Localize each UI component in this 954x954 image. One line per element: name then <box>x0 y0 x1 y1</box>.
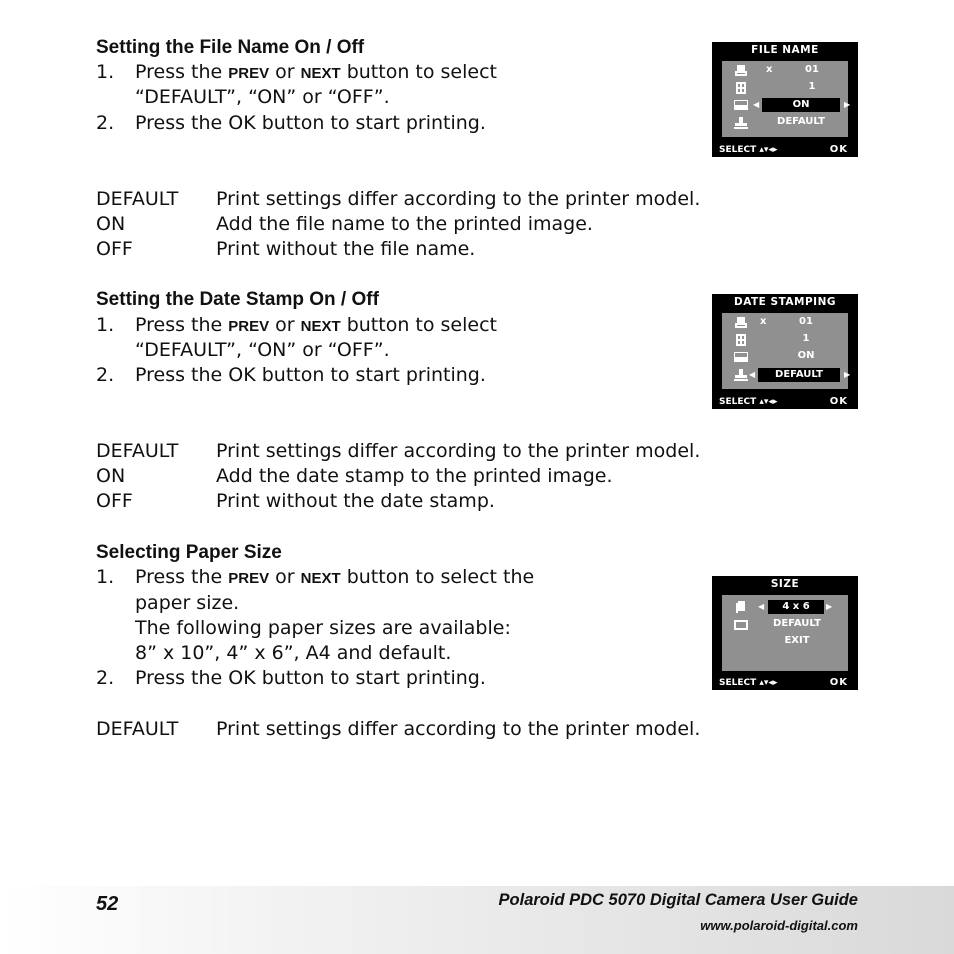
step-1-continued: paper size. <box>135 592 240 614</box>
index-grid-icon <box>734 334 748 346</box>
select-hint: SELECT ▴▾◂▸ <box>719 678 778 688</box>
section-title-date-stamp: Setting the Date Stamp On / Off <box>96 289 379 310</box>
selected-option: ON <box>762 98 840 112</box>
ok-label: OK <box>829 144 848 155</box>
step-1-continued: “DEFAULT”, “ON” or “OFF”. <box>135 86 390 108</box>
prev-keyword: PREV <box>228 318 270 335</box>
right-arrow-icon: ▶ <box>844 370 851 379</box>
ok-label: OK <box>829 677 848 688</box>
camera-screen-date-stamping: DATE STAMPING x 01 1 ON ◀ DEFAULT ▶ SELECT ▴▾◂▸ OK <box>712 294 858 409</box>
next-keyword: NEXT <box>300 318 341 335</box>
section-title-paper-size: Selecting Paper Size <box>96 542 282 563</box>
step-1-continued-3: 8” x 10”, 4” x 6”, A4 and default. <box>135 642 452 664</box>
left-arrow-icon: ◀ <box>749 370 756 379</box>
selected-size: 4 x 6 <box>768 600 824 614</box>
camera-screen-file-name: FILE NAME x 01 1 ◀ ON ▶ DEFAULT SELECT ▴▾◂▸ OK <box>712 42 858 157</box>
left-arrow-icon: ◀ <box>753 100 760 109</box>
step-1-continued-2: The following paper sizes are available: <box>135 617 511 639</box>
guide-title: Polaroid PDC 5070 Digital Camera User Guide <box>498 891 858 909</box>
filename-icon <box>734 351 748 363</box>
next-keyword: NEXT <box>300 65 341 82</box>
camera-screen-size: SIZE ◀ 4 x 6 ▶ DEFAULT EXIT SELECT ▴▾◂▸ OK <box>712 576 858 690</box>
website-url: www.polaroid-digital.com <box>700 918 858 933</box>
printer-icon <box>734 317 748 329</box>
section-title-file-name: Setting the File Name On / Off <box>96 37 365 58</box>
page-number: 52 <box>96 893 119 915</box>
date-stamp-icon <box>734 117 748 129</box>
ok-label: OK <box>829 396 848 407</box>
right-arrow-icon: ▶ <box>844 100 851 109</box>
filename-icon <box>734 99 748 111</box>
printer-icon <box>734 65 748 77</box>
prev-keyword: PREV <box>228 570 270 587</box>
next-keyword: NEXT <box>300 570 341 587</box>
prev-keyword: PREV <box>228 65 270 82</box>
date-stamp-icon <box>734 369 748 381</box>
left-arrow-icon: ◀ <box>758 602 765 611</box>
step-1-continued: “DEFAULT”, “ON” or “OFF”. <box>135 339 390 361</box>
select-hint: SELECT ▴▾◂▸ <box>719 145 778 155</box>
paper-icon <box>734 601 748 613</box>
index-grid-icon <box>734 82 748 94</box>
select-hint: SELECT ▴▾◂▸ <box>719 397 778 407</box>
filename-icon <box>734 619 748 631</box>
right-arrow-icon: ▶ <box>826 602 833 611</box>
selected-option: DEFAULT <box>758 368 840 382</box>
